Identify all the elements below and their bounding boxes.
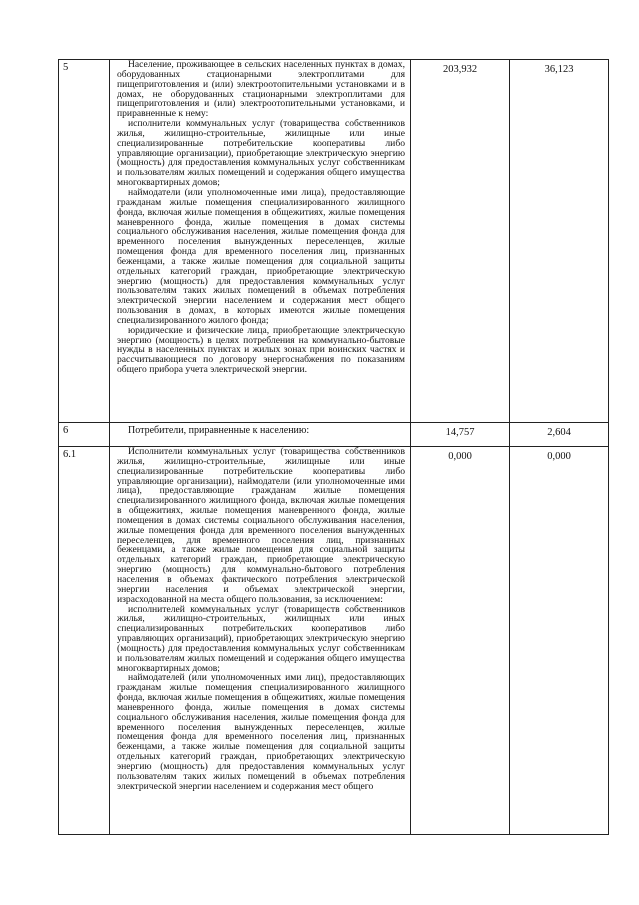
row-number: 5	[59, 60, 110, 423]
paragraph: наймодателей (или уполномоченных ими лиц), предоставляющих гражданам жилые помещения специализированного жилищного фонда, включая жилые помещения в общежитиях, жилые помещения маневренного фонда, жилые помещения в домах системы социального обслуживания населения, жилые помещения фонда для временного поселения вынужденных переселенцев, жилые помещения фонда для временного поселения лиц, признанных беженцами, а также жилые помещения для социальной защиты отдельных категорий граждан, приобретающих электрическую энергию (мощность) для предоставления коммунальных услуг пользователям таких жилых помещений в объемах потребления электрической энергии населением и содержания мест общего	[117, 672, 405, 792]
paragraph: Исполнители коммунальных услуг (товарищества собственников жилья, жилищно-строительные, жилищные или иные специализированные потребительские кооперативы либо управляющие организации), наймодатели (или уполномоченные ими лица), предоставляющие гражданам жилые помещения специализированного жилищного фонда, включая жилые помещения в общежитиях, жилые помещения маневренного фонда, жилые помещения в домах системы социального обслуживания населения, жилые помещения фонда для временного поселения вынужденных переселенцев, для временного поселения лиц, признанных беженцами, а также жилые помещения для социальной защиты отдельных категорий граждан, приобретающие электрическую энергию (мощность) для коммунально-бытового потребления населения в объемах фактического потребления электрической энергии населения и объемах электрической энергии, израсходованной на места общего пользования, за исключением:	[117, 446, 405, 605]
table-row	[59, 60, 609, 423]
paragraph: исполнители коммунальных услуг (товарищества собственников жилья, жилищно-строительные, жилищные или иные специализированные потребительские кооперативы либо управляющие организации), приобретающие электрическую энергию (мощность) для предоставления коммунальных услуг собственникам и пользователям жилых помещений и содержания общего имущества многоквартирных домов;	[117, 118, 405, 189]
table-row	[59, 423, 609, 447]
row-description	[110, 423, 411, 447]
row-number: 6.1	[59, 447, 110, 835]
value-cell: 36,123	[510, 60, 609, 423]
row-number: 6	[59, 423, 110, 447]
value-cell: 14,757	[411, 423, 510, 447]
row-description	[110, 447, 411, 835]
paragraph: Потребители, приравненные к населению:	[128, 425, 310, 436]
tariff-table	[58, 59, 609, 835]
value-cell: 2,604	[510, 423, 609, 447]
paragraph: юридические и физические лица, приобретающие электрическую энергию (мощность) в целях потребления на коммунально-бытовые нужды в населенных пунктах и жилых зонах при воинских частях и рассчитывающиеся по договору энергоснабжения по показаниям общего прибора учета электрической энергии.	[117, 324, 405, 376]
value-cell: 0,000	[510, 447, 609, 835]
paragraph: наймодатели (или уполномоченные ими лица), предоставляющие гражданам жилые помещения специализированного жилищного фонда, включая жилые помещения в общежитиях, жилые помещения маневренного фонда, жилые помещения в домах системы социального обслуживания населения, жилые помещения фонда для временного поселения вынужденных переселенцев, жилые помещения фонда для временного поселения лиц, признанных беженцами, а также жилые помещения для социальной защиты отдельных категорий граждан, приобретающие электрическую энергию (мощность) для предоставления коммунальных услуг пользователям таких жилых помещений в объемах потребления электрической энергии населением и содержания мест общего пользования в домах, в которых имеются жилые помещения специализированного жилого фонда;	[117, 186, 405, 326]
paragraph: Население, проживающее в сельских населенных пунктах в домах, оборудованных стационарными электроплитами для пищеприготовления и (или) электроотопительными установками и в домах, не оборудованных стационарными электроплитами для пищеприготовления и (или) электроотопительными установками, и приравненные к нему:	[117, 59, 405, 120]
value-cell: 203,932	[411, 60, 510, 423]
paragraph: исполнителей коммунальных услуг (товариществ собственников жилья, жилищно-строительных, жилищных или иных специализированных потребительских кооперативов либо управляющих организаций), приобретающих электрическую энергию (мощность) для предоставления коммунальных услуг собственникам и пользователям жилых помещений и содержания общего имущества многоквартирных домов;	[117, 603, 405, 674]
value-cell: 0,000	[411, 447, 510, 835]
table-row	[59, 447, 609, 835]
row-description	[110, 60, 411, 423]
